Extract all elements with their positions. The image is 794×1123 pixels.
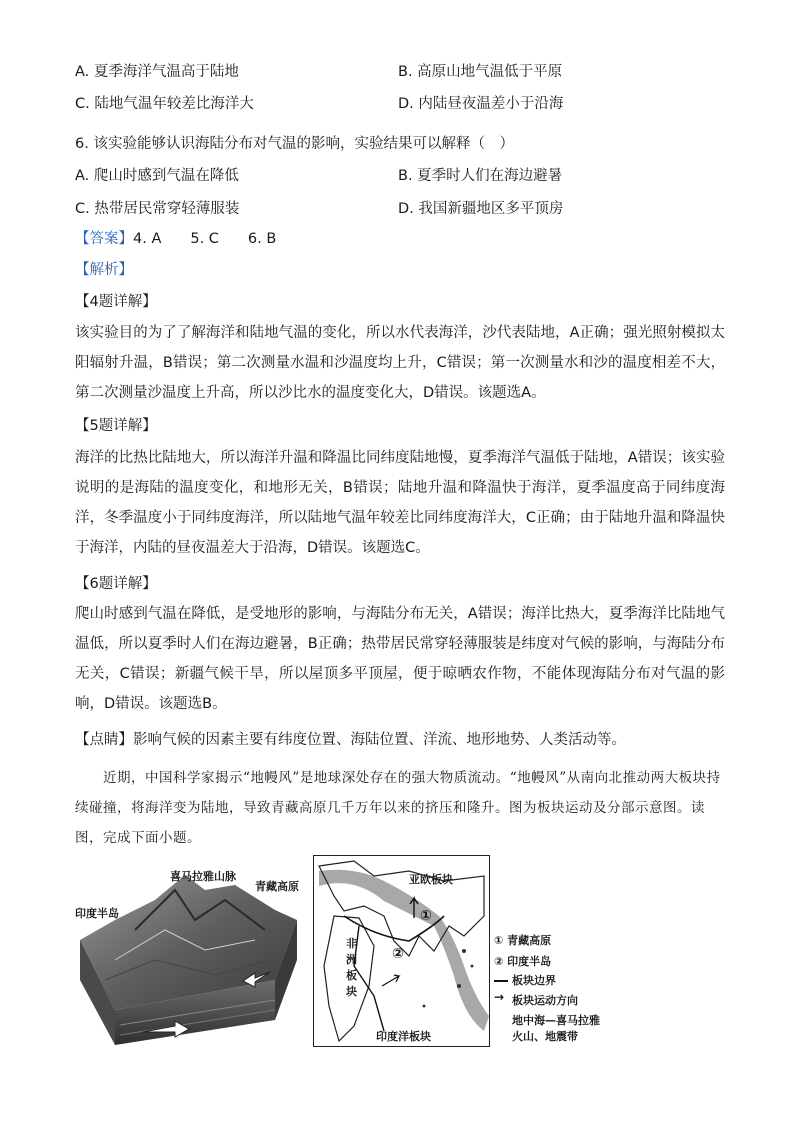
label-indian-ocean-plate: 印度洋板块 [376, 1030, 431, 1043]
q6-stem: 6. 该实验能够认识海陆分布对气温的影响，实验结果可以解释（ ） [75, 136, 514, 152]
legend-item-3: 板块边界 [512, 974, 556, 987]
detail4-title: 【4题详解】 [75, 294, 157, 310]
legend-item-4: 板块运动方向 [512, 994, 578, 1007]
detail6-title: 【6题详解】 [75, 576, 157, 592]
q5-option-d: D. 内陆昼夜温差小于沿海 [398, 96, 564, 112]
label-africa-plate: 非洲板块 [346, 937, 357, 998]
label-tibet: 青藏高原 [255, 880, 299, 893]
label-india: 印度半岛 [75, 907, 119, 920]
answer-values: 4. A 5. C 6. B [133, 231, 277, 247]
q6-option-c: C. 热带居民常穿轻薄服装 [75, 201, 240, 217]
map-legend [494, 932, 644, 1042]
detail4-body: 该实验目的为了了解海洋和陆地气温的变化，所以水代表海洋，沙代表陆地，A正确；强光照射模拟太阳辐射升温，B错误；第二次测量水温和沙温度均上升，C错误；第一次测量水和沙的温度相差不大，第二次测量沙温度上升高，所以沙比水的温度变化大，D错误。该题选A。 [75, 325, 725, 401]
answer-line [75, 229, 276, 249]
detail6-body: 爬山时感到气温在降低，是受地形的影响，与海陆分布无关，A错误；海洋比热大，夏季海洋比陆地气温低，所以夏季时人们在海边避暑，B正确；热带居民常穿轻薄服装是纬度对气候的影响，与海陆分布无关，C错误；新疆气候干旱，所以屋顶多平顶屋，便于晾晒农作物，不能体现海陆分布对气温的影响，D错误。该题选B。 [75, 606, 725, 712]
legend-arrow-icon: → [494, 990, 505, 1004]
dianjing-body: 影响气候的因素主要有纬度位置、海陆位置、洋流、地形地势、人类活动等。 [133, 732, 626, 748]
dianjing-line [75, 730, 626, 750]
legend-item-5a: 地中海—喜马拉雅 [512, 1014, 600, 1027]
marker-1: ① [420, 908, 432, 924]
detail5-body: 海洋的比热比陆地大，所以海洋升温和降温比同纬度陆地慢，夏季海洋气温低于陆地，A错误；该实验说明的是海陆的温度变化，和地形无关，B错误；陆地升温和降温快于海洋，夏季温度高于同纬度海洋，冬季温度小于同纬度海洋，所以陆地气温年较差比同纬度海洋大，C正确；由于陆地升温和降温快于海洋，内陆的昼夜温差大于沿海，D错误。该题选C。 [75, 450, 725, 556]
detail5-title: 【5题详解】 [75, 418, 157, 434]
legend-item-2: ② 印度半岛 [494, 955, 552, 968]
q5-option-c: C. 陆地气温年较差比海洋大 [75, 96, 254, 112]
legend-boundary-line [494, 980, 508, 982]
figure-terrain-block [75, 860, 305, 1050]
analysis-tag: 【解析】 [75, 262, 133, 278]
marker-2: ② [392, 946, 404, 962]
label-eurasia-plate: 亚欧板块 [409, 873, 453, 886]
legend-item-5b: 火山、地震带 [512, 1030, 578, 1043]
q6-option-a: A. 爬山时感到气温在降低 [75, 168, 239, 184]
figure-plate-map [313, 855, 490, 1047]
q6-option-b: B. 夏季时人们在海边避暑 [398, 168, 563, 184]
answer-tag: 【答案】 [75, 231, 133, 247]
dianjing-tag: 【点睛】 [75, 732, 133, 748]
q5-option-a: A. 夏季海洋气温高于陆地 [75, 64, 239, 80]
reading-passage: 近期，中国科学家揭示“地幔风”是地球深处存在的强大物质流动。“地幔风”从南向北推动两大板块持续碰撞，将海洋变为陆地，导致青藏高原几千万年以来的挤压和隆升。图为板块运动及分部示意图。读图，完成下面小题。 [75, 770, 721, 846]
label-himalaya: 喜马拉雅山脉 [170, 870, 236, 883]
q5-option-b: B. 高原山地气温低于平原 [398, 64, 563, 80]
legend-item-1: ① 青藏高原 [494, 934, 552, 947]
q6-option-d: D. 我国新疆地区多平顶房 [398, 201, 564, 217]
